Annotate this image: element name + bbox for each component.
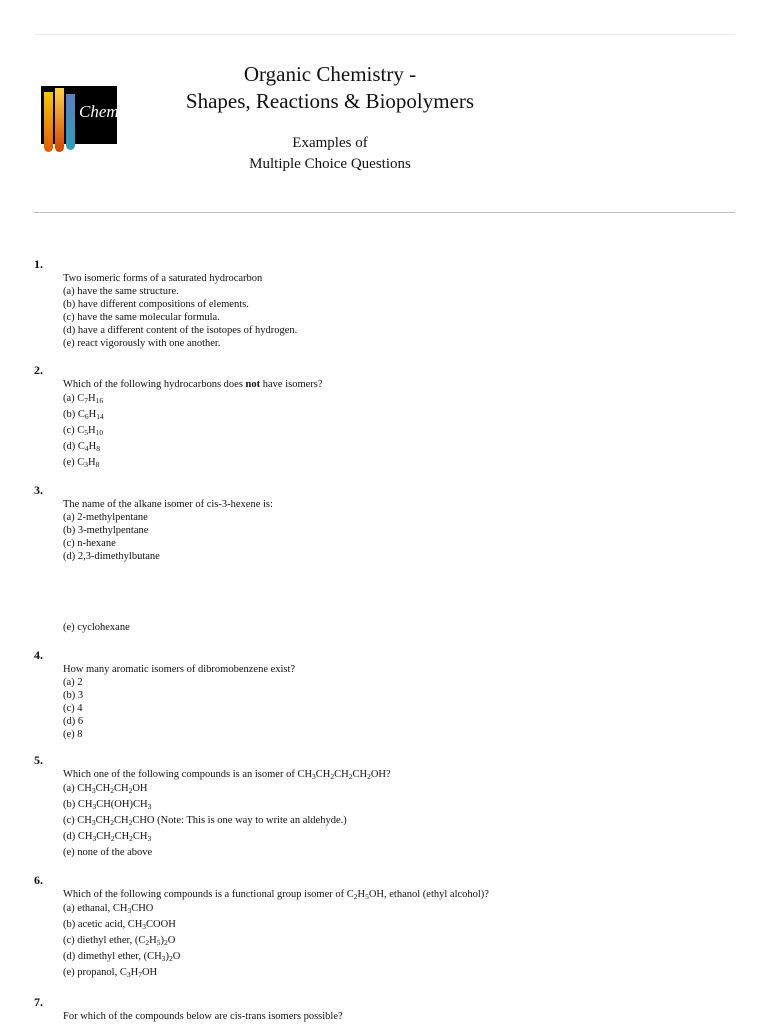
page-title: [140, 61, 520, 115]
option-d: (d) dimethyl ether, $(CH_3)_2O$: [63, 951, 181, 963]
option-d: (d) have a different content of the isotopes of hydrogen.: [63, 325, 298, 336]
logo-test-tube-icon: [55, 88, 64, 152]
question-body: [63, 378, 323, 471]
option-b: (b) 3: [63, 690, 84, 701]
option-a: (a) ethanal, $CH_3CHO$: [63, 903, 154, 915]
question-stem: The name of the alkane isomer of cis-3-hexene is:: [63, 499, 273, 510]
option-c: (c) have the same molecular formula.: [63, 312, 220, 323]
question-number: 6.: [34, 873, 43, 887]
logo-text: Chem: [79, 102, 119, 121]
question-body: [63, 888, 489, 981]
option-d: (d) $CH_3CH_2CH_2CH_3$: [63, 831, 152, 843]
blank-space: [63, 563, 273, 621]
option-c: (c) $C_5H_{10}$: [63, 425, 104, 437]
option-d: (d) 2,3-dimethylbutane: [63, 551, 160, 562]
chem-logo: [41, 86, 117, 162]
option-d: (d) 6: [63, 716, 84, 727]
question-number: 4.: [34, 648, 43, 662]
option-b: (b) have different compositions of elements.: [63, 299, 249, 310]
top-divider: [34, 34, 735, 35]
title-line-2: Shapes, Reactions & Biopolymers: [185, 89, 475, 113]
question-body: [63, 272, 297, 350]
question-stem: Which one of the following compounds is an isomer of $CH_3CH_2CH_2CH_2OH$?: [63, 769, 391, 781]
option-b: (b) $C_6H_{14}$: [63, 409, 104, 421]
question-number: 7.: [34, 995, 43, 1009]
question-body: [63, 1010, 343, 1023]
option-a: (a) $C_7H_{16}$: [63, 393, 104, 405]
option-a: (a) 2: [63, 677, 83, 688]
subtitle-line-2: Multiple Choice Questions: [249, 156, 411, 172]
question-body: [63, 768, 391, 861]
title-line-1: Organic Chemistry -: [243, 62, 417, 86]
option-c: (c) n-hexane: [63, 538, 116, 549]
option-e: (e) propanol, $C_3H_7OH$: [63, 967, 158, 979]
question-body: [63, 498, 273, 634]
option-a: (a) 2-methylpentane: [63, 512, 148, 523]
option-d: (d) $C_4H_8$: [63, 441, 100, 453]
option-c: (c) diethyl ether, $(C_2H_5)_2O$: [63, 935, 176, 947]
option-e: (e) none of the above: [63, 847, 153, 858]
logo-test-tube-icon: [66, 94, 75, 150]
option-c: (c) 4: [63, 703, 83, 714]
option-b: (b) 3-methylpentane: [63, 525, 149, 536]
header-divider: [34, 212, 735, 213]
option-e: (e) react vigorously with one another.: [63, 338, 221, 349]
option-c: (c) $CH_3CH_2CH_2CHO$ (Note: This is one way to write an aldehyde.): [63, 815, 347, 827]
question-number: 5.: [34, 753, 43, 767]
option-b: (b) $CH_3CH(OH)CH_3$: [63, 799, 152, 811]
question-number: 3.: [34, 483, 43, 497]
question-stem: Which of the following compounds is a functional group isomer of $C_2H_5OH$, ethanol (ethyl alcohol)?: [63, 889, 489, 901]
question-body: [63, 663, 295, 741]
option-b: (b) acetic acid, $CH_3COOH$: [63, 919, 176, 931]
question-stem: Two isomeric forms of a saturated hydrocarbon: [63, 273, 263, 284]
logo-test-tube-icon: [44, 92, 53, 152]
question-number: 1.: [34, 257, 43, 271]
option-e: (e) $C_3H_8$: [63, 457, 100, 469]
option-a: (a) $CH_3CH_2CH_2OH$: [63, 783, 148, 795]
question-stem: How many aromatic isomers of dibromobenzene exist?: [63, 664, 296, 675]
option-e: (e) 8: [63, 729, 83, 740]
option-e: (e) cyclohexane: [63, 622, 130, 633]
subtitle-line-1: Examples of: [292, 135, 368, 151]
page-subtitle: [180, 133, 480, 175]
question-stem: Which of the following hydrocarbons does not have isomers?: [63, 379, 323, 390]
question-stem: For which of the compounds below are cis-trans isomers possible?: [63, 1011, 343, 1022]
option-a: (a) have the same structure.: [63, 286, 179, 297]
question-number: 2.: [34, 363, 43, 377]
